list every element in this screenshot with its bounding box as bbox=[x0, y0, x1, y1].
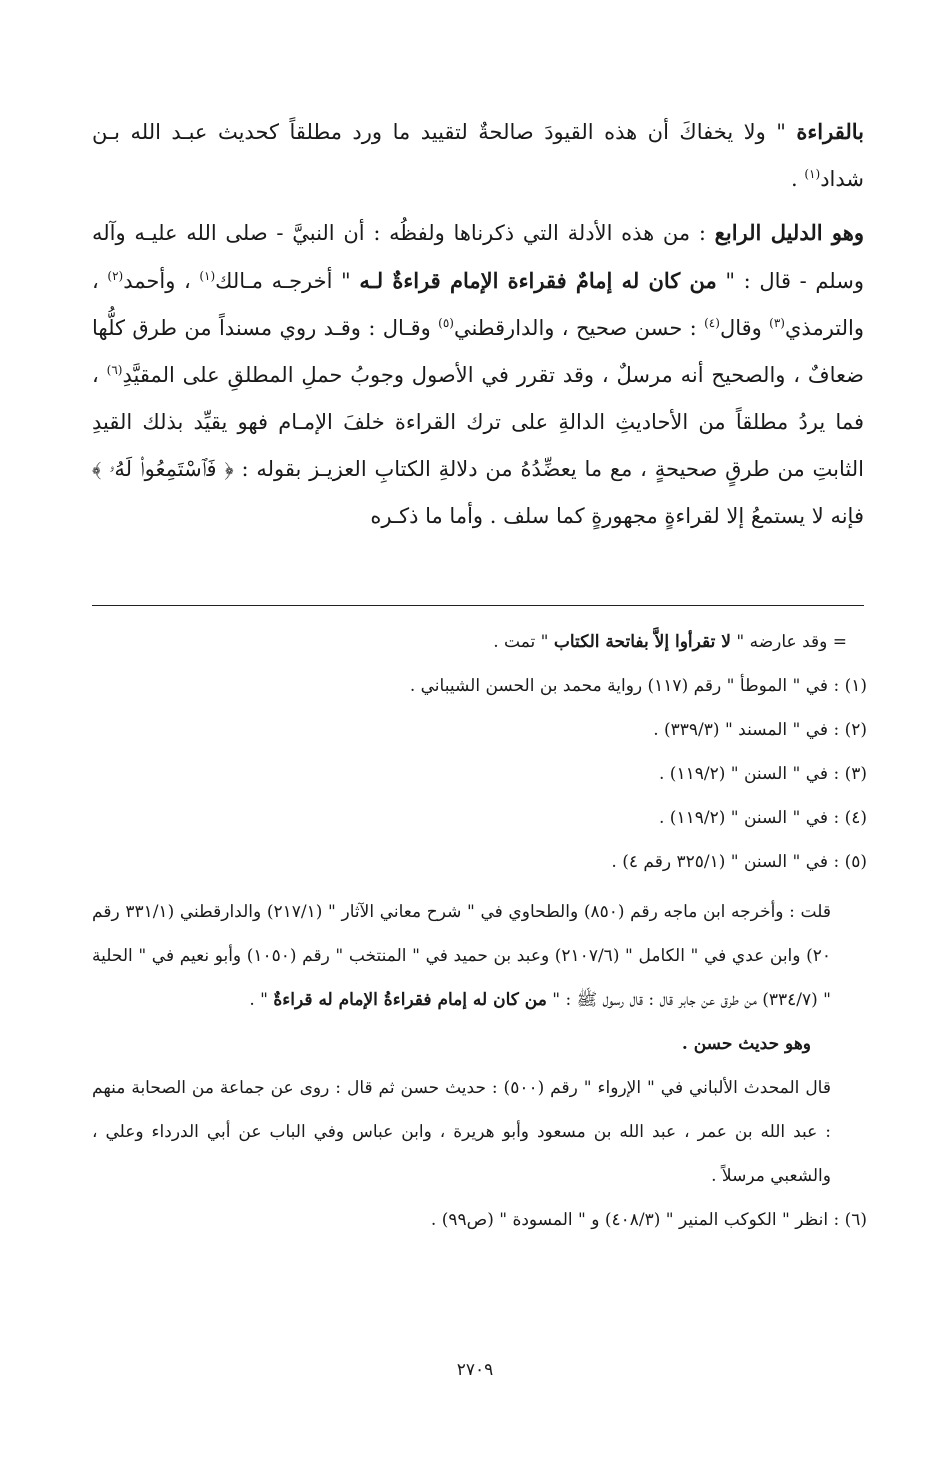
footnote-5: (٥) : في " السنن " (٣٢٥/١ رقم ٤) . bbox=[611, 852, 867, 872]
paragraph-1: بالقراءة " ولا يخفاكَ أن هذه القيودَ صالحةٌ لتقييد ما ورد مطلقاً كحديث عبـد الله بـن شداد$^{(١)}$ . bbox=[92, 119, 864, 191]
footnote-ref: (٤) bbox=[704, 316, 720, 330]
paragraph-2: وهو الدليل الرابع : من هذه الأدلة التي ذكرناها ولفظُه : أن النبيَّ - صلى الله عليـه وآله وسلم - قال : " من كان له إمامٌ فقراءة الإمام قراءةٌ لـه " أخرجـه مـالك$^{(١)}$ ، وأحمد$^{(٢)}$ ، والترمذي$^{(٣)}$ وقال$^{(٤)}$ : حسن صحيح ، والدارقطني$^{(٥)}$ وقـال : وقـد روي مسنداً من طرق كلُّها ضعافٌ ، والصحيح أنه مرسلٌ ، وقد تقرر في الأصول وجوبُ حملِ المطلقِ على المقيَّدِ$^{(٦)}$ ، فما يردُ مطلقاً من الأحاديثِ الدالةِ على ترك القراءة خلفَ الإمـام فهو يقيِّد بذلك القيدِ الثابتِ من طرقٍ صحيحةٍ ، مع ما يعضِّدُهُ من دلالةِ الكتابِ العزيـز بقوله : ﴿ فَٱسْتَمِعُوا۟ لَهُۥ ﴾ فإنه لا يستمعُ إلا لقراءةٍ مجهورةٍ كما سلف . وأما ما ذكـره bbox=[92, 220, 865, 528]
footnote-continuation: = وقد عارضه " لا تقرأوا إلاَّ بفاتحة الكتاب " تمت . bbox=[493, 632, 847, 652]
footnote-5-commentary: قلت : وأخرجه ابن ماجه رقم (٨٥٠) والطحاوي في " شرح معاني الآثار " (٢١٧/١) والدارقطني (٣٣١/١ رقم ٢٠) وابن عدي في " الكامل " (٢١٠٧/٦) وعبد بن حميد في " المنتخب " رقم (١٠٥٠) وأبو نعيم في " الحلية " (٣٣٤/٧) من طرق عن جابر قال : قال رسول ﷺ : " من كان له إمام فقراءةُ الإمام له قراءةٌ " . bbox=[92, 902, 831, 1010]
footnotes bbox=[92, 620, 867, 1242]
footnote-3: (٣) : في " السنن " (١١٩/٢) . bbox=[659, 764, 867, 784]
footnote-ref: (٢) bbox=[107, 269, 124, 283]
footnote-5-albani: قال المحدث الألباني في " الإرواء " رقم (٥٠٠) : حديث حسن ثم قال : روى عن جماعة من الصحابة منهم : عبد الله بن عمر ، عبد الله بن مسعود وأبو هريرة ، وابن عباس وفي الباب عن أبي الدرداء وعلي ، والشعبي مرسلاً . bbox=[92, 1078, 831, 1186]
footnote-4: (٤) : في " السنن " (١١٩/٢) . bbox=[659, 808, 867, 828]
footnote-6: (٦) : انظر " الكوكب المنير " (٤٠٨/٣) و " المسودة " (ص٩٩) . bbox=[430, 1210, 867, 1230]
footnote-separator bbox=[92, 605, 864, 606]
section-heading: وهو الدليل الرابع bbox=[714, 220, 864, 245]
hadith-quote: من كان له إمامٌ فقراءة الإمام قراءةٌ لـه bbox=[359, 268, 717, 293]
footnote-5-verdict: وهو حديث حسن . bbox=[681, 1034, 811, 1054]
footnote-1: (١) : في " الموطأ " رقم (١١٧) رواية محمد بن الحسن الشيباني . bbox=[409, 676, 867, 696]
footnote-2: (٢) : في " المسند " (٣٣٩/٣) . bbox=[653, 720, 867, 740]
bold-term: بالقراءة bbox=[796, 119, 864, 144]
footnote-ref: (١) bbox=[804, 167, 821, 181]
page-number: ٢٧٠٩ bbox=[456, 1360, 494, 1380]
footnote-ref: (٥) bbox=[438, 316, 454, 330]
footnote-ref: (٣) bbox=[769, 316, 785, 330]
main-text bbox=[92, 108, 864, 540]
footnote-ref: (٦) bbox=[106, 363, 123, 377]
footnote-ref: (١) bbox=[199, 269, 216, 283]
